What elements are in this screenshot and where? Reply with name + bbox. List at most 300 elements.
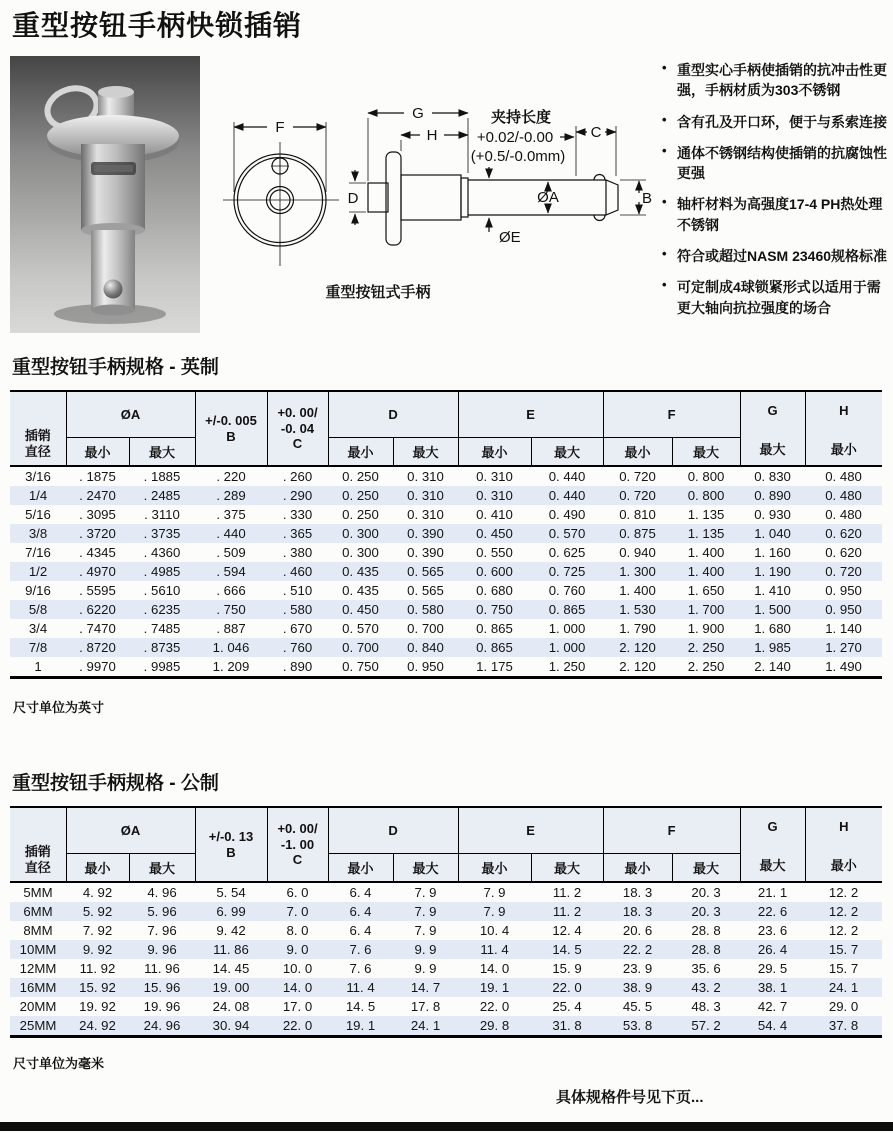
table-cell: 11. 86 xyxy=(213,942,249,957)
grip-tolerance-mm: (+0.5/-0.0mm) xyxy=(470,148,566,165)
page-title: 重型按钮手柄快锁插销 xyxy=(12,10,303,41)
col-d-min: 最小 xyxy=(328,853,393,882)
feature-item xyxy=(660,143,890,184)
table-cell: 29. 5 xyxy=(757,961,788,976)
bullet-icon: • xyxy=(662,111,667,127)
table-cell: 0. 570 xyxy=(548,526,586,541)
table-cell: 0. 580 xyxy=(407,602,444,617)
table-cell: . 375 xyxy=(216,507,246,522)
table-cell: 14. 5 xyxy=(552,942,582,957)
imperial-table-container xyxy=(10,390,883,679)
table-cell: 28. 8 xyxy=(691,923,721,938)
table-cell: 53. 8 xyxy=(622,1018,653,1033)
table-cell: 0. 300 xyxy=(342,545,379,560)
col-d-min: 最小 xyxy=(328,437,393,466)
header-label: C xyxy=(292,436,303,452)
table-cell: 12. 2 xyxy=(828,904,859,919)
table-cell: . 4345 xyxy=(79,545,116,560)
table-cell: 1. 209 xyxy=(212,659,250,674)
table-cell: 0. 300 xyxy=(342,526,379,541)
table-cell: 20. 6 xyxy=(622,923,653,938)
col-group-e: E xyxy=(458,391,603,437)
table-cell: . 5610 xyxy=(143,583,181,598)
section-title-metric: 重型按钮手柄规格 - 公制 xyxy=(12,773,219,794)
table-row xyxy=(10,638,882,657)
table-cell: 0. 720 xyxy=(619,469,656,484)
feature-text: 重型实心手柄使插销的抗冲击性更强，手柄材质为303不锈钢 xyxy=(677,62,887,99)
table-cell: 24. 1 xyxy=(410,1018,441,1033)
dim-label-g: G xyxy=(412,105,424,122)
feature-text: 可定制成4球锁紧形式以适用于需更大轴向抗拉强度的场合 xyxy=(677,279,881,316)
table-row xyxy=(10,581,882,600)
header-label: G xyxy=(767,819,778,834)
imperial-table-body xyxy=(10,466,882,678)
table-cell: . 1875 xyxy=(79,469,116,484)
feature-text: 符合或超过NASM 23460规格标准 xyxy=(677,248,888,265)
table-cell: 1. 300 xyxy=(619,564,656,579)
table-cell: 11. 2 xyxy=(552,904,582,919)
dim-label-oa: ØA xyxy=(537,189,559,206)
header-label: C xyxy=(292,852,303,868)
table-cell: . 1885 xyxy=(143,469,181,484)
col-pin-diameter xyxy=(10,391,66,466)
table-cell: . 666 xyxy=(216,583,246,598)
table-cell: 7. 6 xyxy=(349,961,372,976)
col-g xyxy=(740,391,805,466)
table-cell: 22. 0 xyxy=(282,1018,313,1033)
table-row xyxy=(10,600,882,619)
table-cell: 43. 2 xyxy=(691,980,721,995)
table-cell: 0. 865 xyxy=(476,621,513,636)
col-h xyxy=(805,391,882,466)
table-cell: 1. 135 xyxy=(687,507,725,522)
table-cell: 0. 800 xyxy=(687,469,725,484)
table-cell: 1. 985 xyxy=(754,640,791,655)
col-group-e: E xyxy=(458,807,603,853)
table-cell: 0. 435 xyxy=(342,564,379,579)
table-row xyxy=(10,619,882,638)
table-cell: 7. 96 xyxy=(147,923,177,938)
metric-spec-table xyxy=(10,806,882,1038)
header-label: 最小 xyxy=(830,442,857,458)
col-e-max: 最大 xyxy=(531,437,603,466)
table-cell: 17. 0 xyxy=(282,999,313,1014)
table-row xyxy=(10,940,882,959)
table-cell: 25. 4 xyxy=(552,999,582,1014)
table-cell: 12. 4 xyxy=(552,923,582,938)
header-label: H xyxy=(839,403,849,418)
table-cell: 1. 400 xyxy=(687,564,725,579)
table-cell: . 289 xyxy=(216,488,246,503)
table-cell: 0. 565 xyxy=(407,583,444,598)
feature-item xyxy=(660,246,890,266)
shank-tip xyxy=(91,305,135,316)
col-h xyxy=(805,807,882,882)
feature-item xyxy=(660,277,890,318)
col-g xyxy=(740,807,805,882)
metric-table-body xyxy=(10,882,882,1037)
table-cell: 1. 040 xyxy=(754,526,791,541)
table-cell: . 8735 xyxy=(143,640,181,655)
table-cell: 4. 92 xyxy=(82,885,113,900)
col-b xyxy=(195,807,267,882)
table-cell: 11. 92 xyxy=(79,961,116,976)
table-cell: 0. 410 xyxy=(476,507,513,522)
table-cell: 0. 310 xyxy=(476,488,513,503)
table-cell: 0. 760 xyxy=(548,583,586,598)
table-cell: 42. 7 xyxy=(757,999,788,1014)
table-cell: 22. 2 xyxy=(622,942,653,957)
table-cell: 24. 08 xyxy=(212,999,250,1014)
table-cell: . 3735 xyxy=(143,526,181,541)
table-cell: 19. 1 xyxy=(345,1018,376,1033)
table-cell: 1. 160 xyxy=(754,545,791,560)
table-cell: 14. 45 xyxy=(212,961,250,976)
table-cell: . 7470 xyxy=(79,621,116,636)
dim-label-b: B xyxy=(641,190,653,207)
header-label: +0. 00/ xyxy=(277,405,318,421)
metric-table-container xyxy=(10,806,883,1038)
table-cell: 5/8 xyxy=(28,602,48,617)
table-cell: 23. 9 xyxy=(622,961,653,976)
table-cell: . 4985 xyxy=(143,564,181,579)
table-cell: 0. 450 xyxy=(342,602,379,617)
table-cell: 8. 0 xyxy=(286,923,309,938)
table-cell: 0. 565 xyxy=(407,564,444,579)
table-cell: 14. 0 xyxy=(282,980,313,995)
feature-text: 轴杆材料为高强度17-4 PH热处理不锈钢 xyxy=(677,196,883,233)
bullet-icon: • xyxy=(662,277,667,293)
table-cell: 19. 96 xyxy=(143,999,181,1014)
table-cell: 6MM xyxy=(23,904,53,919)
table-cell: 57. 2 xyxy=(691,1018,721,1033)
table-cell: 1. 410 xyxy=(754,583,791,598)
table-cell: 24. 96 xyxy=(143,1018,181,1033)
table-cell: 0. 950 xyxy=(407,659,444,674)
col-oa-max: 最大 xyxy=(129,853,195,882)
col-oa-min: 最小 xyxy=(66,437,129,466)
table-cell: 0. 940 xyxy=(619,545,656,560)
bullet-icon: • xyxy=(662,60,667,75)
dim-label-h: H xyxy=(426,127,438,144)
table-cell: 15. 9 xyxy=(552,961,582,976)
table-cell: 0. 930 xyxy=(754,507,791,522)
table-header xyxy=(10,391,882,466)
table-row xyxy=(10,657,882,678)
table-cell: 9/16 xyxy=(25,583,51,598)
table-cell: . 460 xyxy=(282,564,313,579)
table-cell: 11. 96 xyxy=(144,961,180,976)
table-cell: 0. 725 xyxy=(548,564,586,579)
table-cell: . 8720 xyxy=(79,640,116,655)
table-cell: 38. 1 xyxy=(757,980,788,995)
table-cell: 0. 750 xyxy=(476,602,513,617)
table-cell: 2. 250 xyxy=(687,640,725,655)
table-cell: 1. 190 xyxy=(754,564,791,579)
table-cell: 0. 800 xyxy=(687,488,725,503)
table-cell: 26. 4 xyxy=(757,942,788,957)
col-f-min: 最小 xyxy=(603,853,672,882)
table-cell: 12. 2 xyxy=(828,923,859,938)
table-row xyxy=(10,466,882,486)
table-cell: 1/4 xyxy=(28,488,48,503)
table-cell: 1. 490 xyxy=(825,659,862,674)
table-cell: 0. 390 xyxy=(407,526,444,541)
feature-item xyxy=(660,194,890,235)
table-cell: 1. 135 xyxy=(687,526,725,541)
table-cell: 0. 890 xyxy=(754,488,791,503)
table-cell: 0. 700 xyxy=(342,640,379,655)
table-cell: . 6235 xyxy=(143,602,181,617)
table-row xyxy=(10,505,882,524)
table-row xyxy=(10,543,882,562)
table-cell: 23. 6 xyxy=(757,923,788,938)
table-cell: . 750 xyxy=(216,602,246,617)
header-label: -0. 04 xyxy=(280,420,315,436)
header-label: +/-0. 13 xyxy=(208,828,254,844)
table-cell: . 2485 xyxy=(143,488,181,503)
table-cell: 9. 0 xyxy=(286,942,309,957)
table-cell: . 365 xyxy=(282,526,313,541)
table-cell: 0. 490 xyxy=(548,507,586,522)
col-oa-min: 最小 xyxy=(66,853,129,882)
table-cell: 45. 5 xyxy=(622,999,653,1014)
table-cell: 15. 7 xyxy=(828,942,859,957)
header-label: +/-0. 005 xyxy=(205,412,257,428)
header-label: B xyxy=(226,428,236,444)
product-photo xyxy=(10,56,200,333)
table-cell: 0. 310 xyxy=(407,507,444,522)
table-cell: 1. 530 xyxy=(619,602,656,617)
bullet-icon: • xyxy=(662,246,667,262)
table-cell: 0. 390 xyxy=(407,545,444,560)
header-label: 最大 xyxy=(759,858,786,874)
table-cell: 0. 550 xyxy=(476,545,513,560)
col-group-f: F xyxy=(603,391,740,437)
table-cell: 12. 2 xyxy=(828,885,859,900)
table-cell: . 9970 xyxy=(79,659,116,674)
table-cell: . 580 xyxy=(282,602,313,617)
header-label: 插销 xyxy=(24,844,51,860)
table-cell: 7. 9 xyxy=(414,923,437,938)
table-cell: 21. 1 xyxy=(757,885,788,900)
table-cell: . 260 xyxy=(282,469,313,484)
table-cell: 24. 92 xyxy=(79,1018,116,1033)
table-cell: 48. 3 xyxy=(691,999,721,1014)
table-cell: 15. 7 xyxy=(828,961,859,976)
table-cell: 1/2 xyxy=(28,564,48,579)
table-cell: 38. 9 xyxy=(622,980,653,995)
bullet-icon: • xyxy=(662,194,667,210)
table-row xyxy=(10,882,882,902)
dim-label-oe: ØE xyxy=(499,229,521,246)
table-cell: 18. 3 xyxy=(622,885,653,900)
table-cell: 7. 9 xyxy=(414,885,437,900)
table-row xyxy=(10,902,882,921)
col-f-max: 最大 xyxy=(672,853,740,882)
table-row xyxy=(10,1016,882,1037)
table-cell: 0. 865 xyxy=(476,640,513,655)
header-label: 直径 xyxy=(24,859,51,875)
table-cell: 0. 720 xyxy=(619,488,656,503)
table-cell: 2. 120 xyxy=(619,640,656,655)
table-cell: 0. 450 xyxy=(476,526,513,541)
table-cell: 1. 140 xyxy=(825,621,862,636)
table-cell: 7. 92 xyxy=(82,923,113,938)
table-cell: 6. 4 xyxy=(349,923,372,938)
table-cell: 1. 650 xyxy=(687,583,725,598)
table-cell: 9. 9 xyxy=(414,961,437,976)
table-row xyxy=(10,921,882,940)
technical-drawing-image xyxy=(203,82,663,282)
bottom-rule xyxy=(0,1122,893,1131)
table-cell: 8MM xyxy=(23,923,53,938)
table-cell: 6. 0 xyxy=(286,885,309,900)
col-f-max: 最大 xyxy=(672,437,740,466)
table-cell: 25MM xyxy=(19,1018,57,1033)
table-cell: 0. 440 xyxy=(548,488,586,503)
table-cell: 0. 840 xyxy=(407,640,444,655)
table-cell: 19. 92 xyxy=(79,999,116,1014)
table-cell: . 2470 xyxy=(79,488,116,503)
table-row xyxy=(10,562,882,581)
grip-tolerance-inch: +0.02/-0.00 xyxy=(476,129,554,146)
table-cell: . 670 xyxy=(282,621,313,636)
table-cell: 0. 700 xyxy=(407,621,444,636)
table-cell: . 890 xyxy=(282,659,313,674)
header-label: H xyxy=(839,819,849,834)
imperial-spec-table xyxy=(10,390,882,679)
table-cell: . 380 xyxy=(282,545,313,560)
table-cell: 22. 0 xyxy=(479,999,510,1014)
table-cell: 1. 400 xyxy=(687,545,725,560)
table-cell: 29. 8 xyxy=(479,1018,510,1033)
table-cell: 0. 680 xyxy=(476,583,513,598)
table-cell: 5. 96 xyxy=(147,904,177,919)
table-cell: . 4970 xyxy=(79,564,116,579)
table-cell: 0. 310 xyxy=(407,488,444,503)
table-cell: 0. 865 xyxy=(548,602,586,617)
col-d-max: 最大 xyxy=(393,853,458,882)
table-cell: 0. 480 xyxy=(825,469,862,484)
col-group-f: F xyxy=(603,807,740,853)
table-cell: 7. 9 xyxy=(483,904,506,919)
table-cell: 0. 435 xyxy=(342,583,379,598)
feature-text: 通体不锈钢结构使插销的抗腐蚀性更强 xyxy=(677,144,887,182)
table-row xyxy=(10,997,882,1016)
table-row xyxy=(10,978,882,997)
table-cell: 0. 480 xyxy=(825,488,862,503)
table-cell: 7. 9 xyxy=(483,885,506,900)
table-cell: . 440 xyxy=(216,526,246,541)
table-cell: 15. 92 xyxy=(79,980,116,995)
col-e-min: 最小 xyxy=(458,853,531,882)
table-cell: 1. 500 xyxy=(754,602,791,617)
table-cell: 3/16 xyxy=(25,469,51,484)
table-cell: 30. 94 xyxy=(212,1018,250,1033)
table-cell: 31. 8 xyxy=(552,1018,582,1033)
table-cell: 1. 680 xyxy=(754,621,791,636)
col-group-d: D xyxy=(328,391,458,437)
feature-item xyxy=(660,60,890,101)
feature-text: 含有孔及开口环，便于与系索连接 xyxy=(677,113,887,130)
feature-list xyxy=(660,60,890,329)
table-cell: 0. 950 xyxy=(825,602,862,617)
handle-collar xyxy=(81,144,145,230)
header-label: +0. 00/ xyxy=(277,821,318,837)
footnote-imperial: 尺寸单位为英寸 xyxy=(13,700,105,715)
table-cell: 0. 750 xyxy=(342,659,379,674)
table-cell: . 4360 xyxy=(143,545,181,560)
table-cell: 28. 8 xyxy=(691,942,721,957)
table-cell: 4. 96 xyxy=(147,885,177,900)
table-cell: . 510 xyxy=(282,583,313,598)
table-cell: . 3720 xyxy=(79,526,116,541)
table-cell: 7. 6 xyxy=(349,942,372,957)
table-cell: 29. 0 xyxy=(828,999,859,1014)
table-cell: 54. 4 xyxy=(757,1018,788,1033)
table-cell: 0. 250 xyxy=(342,469,379,484)
col-e-max: 最大 xyxy=(531,853,603,882)
section-title-imperial: 重型按钮手柄规格 - 英制 xyxy=(12,357,219,378)
table-cell: 7. 0 xyxy=(286,904,309,919)
table-cell: 1. 000 xyxy=(548,640,586,655)
table-cell: 0. 620 xyxy=(825,526,862,541)
table-cell: 35. 6 xyxy=(691,961,721,976)
table-cell: 19. 00 xyxy=(212,980,250,995)
drawing-caption: 重型按钮式手柄 xyxy=(325,284,431,301)
header-label: 直径 xyxy=(24,443,51,459)
col-d-max: 最大 xyxy=(393,437,458,466)
col-oa-max: 最大 xyxy=(129,437,195,466)
table-cell: 0. 310 xyxy=(476,469,513,484)
table-cell: 18. 3 xyxy=(622,904,653,919)
table-cell: 2. 120 xyxy=(619,659,656,674)
table-cell: 0. 440 xyxy=(548,469,586,484)
col-c xyxy=(267,807,328,882)
table-cell: 1. 000 xyxy=(548,621,586,636)
table-cell: 11. 2 xyxy=(552,885,582,900)
header-label: 插销 xyxy=(24,428,51,444)
table-cell: . 3095 xyxy=(79,507,116,522)
table-cell: 5. 54 xyxy=(216,885,246,900)
table-row xyxy=(10,486,882,505)
table-cell: 19. 1 xyxy=(479,980,510,995)
table-cell: . 594 xyxy=(216,564,246,579)
table-cell: 1 xyxy=(34,659,42,674)
col-e-min: 最小 xyxy=(458,437,531,466)
table-cell: 1. 270 xyxy=(825,640,862,655)
table-cell: . 509 xyxy=(216,545,246,560)
header-label: G xyxy=(767,403,778,418)
table-cell: . 3110 xyxy=(144,507,180,522)
table-cell: . 760 xyxy=(282,640,313,655)
table-cell: 0. 250 xyxy=(342,488,379,503)
table-cell: 0. 625 xyxy=(548,545,586,560)
table-cell: 3/8 xyxy=(28,526,48,541)
table-cell: 1. 250 xyxy=(548,659,586,674)
table-cell: 0. 480 xyxy=(825,507,862,522)
header-label: 最小 xyxy=(830,858,857,874)
table-cell: 0. 600 xyxy=(476,564,513,579)
table-cell: 0. 720 xyxy=(825,564,862,579)
table-cell: 7/8 xyxy=(28,640,48,655)
lock-ball xyxy=(104,280,123,299)
technical-drawing xyxy=(203,82,663,282)
col-f-min: 最小 xyxy=(603,437,672,466)
table-cell: 11. 4 xyxy=(346,980,375,995)
table-cell: . 887 xyxy=(216,621,246,636)
